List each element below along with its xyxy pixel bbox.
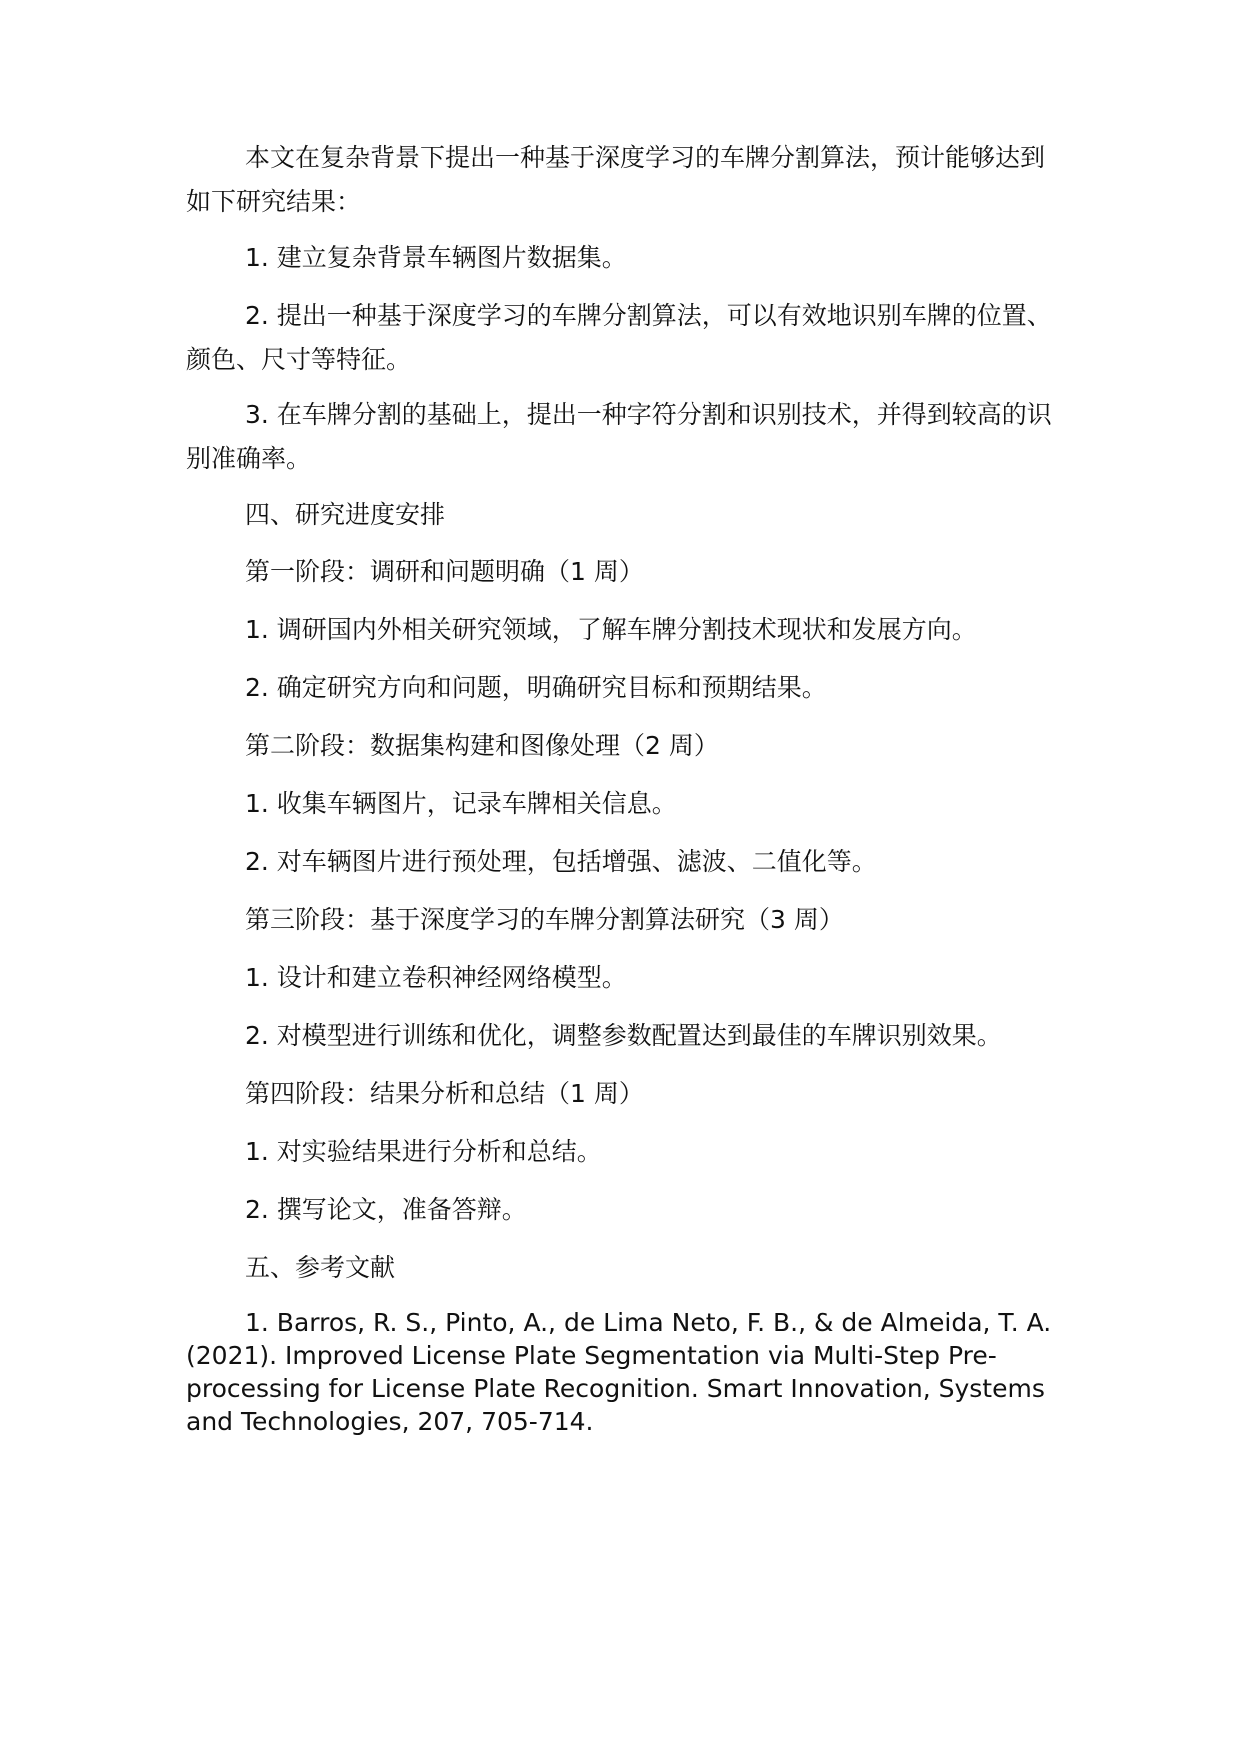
phase-3-title: 第三阶段：基于深度学习的车牌分割算法研究（3 周） <box>245 905 844 934</box>
section-heading-references: 五、参考文献 <box>245 1253 396 1282</box>
reference-item-1: 1. Barros, R. S., Pinto, A., de Lima Neto, F. B., & de Almeida, T. A. (2021). Improved License Plate Segmentation via Multi-Step Pre-processing for License Plate Recognition. Smart Innovation, Systems and Technologies, 207, 705-714. <box>186 1308 1052 1436</box>
phase-4-item-2: 2. 撰写论文，准备答辩。 <box>245 1195 527 1224</box>
phase-3-item-2: 2. 对模型进行训练和优化，调整参数配置达到最佳的车牌识别效果。 <box>245 1021 1002 1050</box>
phase-2-title: 第二阶段：数据集构建和图像处理（2 周） <box>245 731 719 760</box>
phase-2-item-2: 2. 对车辆图片进行预处理，包括增强、滤波、二值化等。 <box>245 847 877 876</box>
result-item-1: 1. 建立复杂背景车辆图片数据集。 <box>245 243 627 272</box>
section-heading-schedule: 四、研究进度安排 <box>245 500 446 529</box>
phase-4-title: 第四阶段：结果分析和总结（1 周） <box>245 1079 644 1108</box>
result-item-2: 2. 提出一种基于深度学习的车牌分割算法，可以有效地识别车牌的位置、颜色、尺寸等特征。 <box>186 301 1052 374</box>
phase-1-item-2: 2. 确定研究方向和问题，明确研究目标和预期结果。 <box>245 673 827 702</box>
result-item-3: 3. 在车牌分割的基础上，提出一种字符分割和识别技术，并得到较高的识别准确率。 <box>186 400 1052 473</box>
phase-1-title: 第一阶段：调研和问题明确（1 周） <box>245 557 644 586</box>
phase-4-item-1: 1. 对实验结果进行分析和总结。 <box>245 1137 602 1166</box>
phase-3-item-1: 1. 设计和建立卷积神经网络模型。 <box>245 963 627 992</box>
phase-2-item-1: 1. 收集车辆图片，记录车牌相关信息。 <box>245 789 677 818</box>
phase-1-item-1: 1. 调研国内外相关研究领域，了解车牌分割技术现状和发展方向。 <box>245 615 977 644</box>
intro-paragraph: 本文在复杂背景下提出一种基于深度学习的车牌分割算法，预计能够达到如下研究结果： <box>186 143 1046 216</box>
